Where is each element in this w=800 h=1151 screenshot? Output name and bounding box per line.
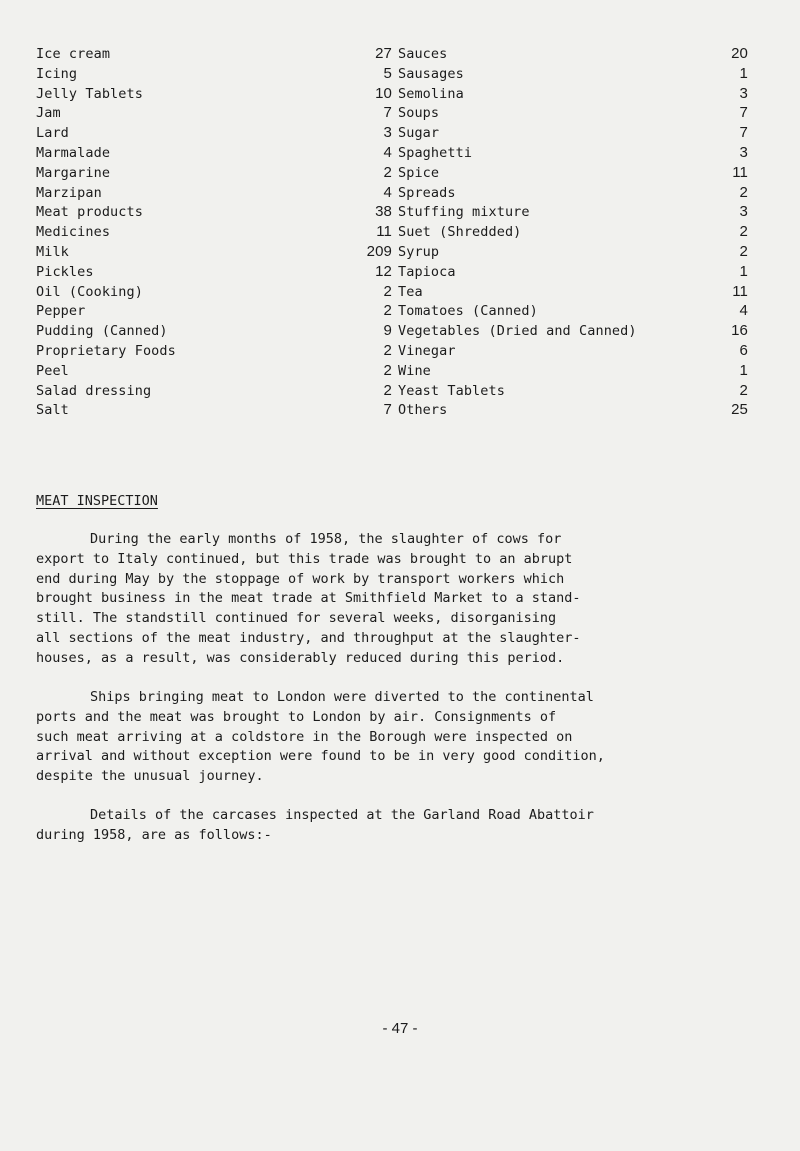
list-item [398,381,748,401]
item-name: Suet (Shredded) [398,224,522,241]
item-count: 1 [739,262,748,280]
list-item [398,242,748,262]
item-count: 11 [732,282,748,300]
paragraph-line: During the early months of 1958, the slaughter of cows for [90,531,562,547]
paragraph-2 [36,688,764,787]
list-item [36,103,392,123]
item-count: 1 [739,64,748,82]
item-name: Peel [36,362,69,379]
item-count: 209 [366,242,392,260]
list-item [398,123,748,143]
list-item [36,222,392,242]
list-item [36,282,392,302]
item-name: Pickles [36,263,94,280]
item-name: Oil (Cooking) [36,283,143,300]
list-item [398,400,748,420]
item-count: 2 [739,183,748,201]
list-item [36,143,392,163]
item-count: 5 [383,64,392,82]
paragraph-line: arrival and without exception were found to be in very good condition, [36,748,605,765]
item-count: 7 [383,401,392,419]
item-name: Meat products [36,204,143,221]
item-name: Vinegar [398,342,456,359]
list-item [36,400,392,420]
item-name: Medicines [36,224,111,241]
paragraph-line: despite the unusual journey. [36,768,264,785]
item-name: Semolina [398,85,464,102]
item-count: 2 [383,302,392,320]
item-count: 7 [739,124,748,142]
items-column-left [36,44,392,420]
item-name: Stuffing mixture [398,204,530,221]
paragraph-line: ports and the meat was brought to London by air. Consignments of [36,708,557,725]
item-name: Jelly Tablets [36,85,143,102]
item-count: 6 [739,341,748,359]
list-item [398,84,748,104]
list-item [36,44,392,64]
item-name: Spice [398,164,440,181]
list-item [398,64,748,84]
item-name: Milk [36,243,69,260]
list-item [398,163,748,183]
list-item [36,84,392,104]
list-item [398,282,748,302]
item-name: Proprietary Foods [36,342,176,359]
item-count: 25 [731,401,748,419]
page-number: - 47 - [382,1020,418,1037]
list-item [36,321,392,341]
list-item [36,341,392,361]
item-name: Sausages [398,65,464,82]
paragraph-line: still. The standstill continued for several weeks, disorganising [36,610,557,627]
list-item [36,361,392,381]
item-count: 4 [383,143,392,161]
item-count: 2 [383,381,392,399]
section-heading: MEAT INSPECTION [36,493,158,509]
item-name: Vegetables (Dried and Canned) [398,323,637,340]
item-count: 7 [739,104,748,122]
items-column-right [398,44,748,420]
item-count: 10 [375,84,392,102]
item-count: 16 [731,322,748,340]
item-count: 2 [739,223,748,241]
item-name: Margarine [36,164,111,181]
list-item [36,301,392,321]
paragraph-line: during 1958, are as follows:- [36,826,272,843]
item-name: Spreads [398,184,456,201]
list-item [36,262,392,282]
item-count: 9 [383,322,392,340]
item-count: 20 [731,45,748,62]
item-name: Syrup [398,243,440,260]
item-count: 12 [375,262,392,280]
item-name: Tea [398,283,423,300]
list-item [398,321,748,341]
paragraph-3 [36,806,764,846]
list-item [36,183,392,203]
item-name: Pudding (Canned) [36,323,168,340]
list-item [36,123,392,143]
item-count: 4 [739,302,748,320]
item-count: 7 [383,104,392,122]
item-name: Tomatoes (Canned) [398,303,538,320]
list-item [36,381,392,401]
list-item [398,301,748,321]
list-item [36,64,392,84]
paragraph-line: Details of the carcases inspected at the Garland Road Abattoir [90,807,594,823]
list-item [36,242,392,262]
paragraph-1 [36,530,764,669]
item-name: Sugar [398,125,440,142]
item-count: 3 [739,143,748,161]
item-name: Icing [36,65,78,82]
item-count: 38 [375,203,392,221]
item-count: 2 [383,163,392,181]
list-item [398,143,748,163]
paragraph-line: brought business in the meat trade at Smithfield Market to a stand- [36,590,581,607]
paragraph-line: export to Italy continued, but this trade was brought to an abrupt [36,550,573,567]
item-name: Ice cream [36,46,111,62]
item-name: Marzipan [36,184,102,201]
item-count: 2 [383,341,392,359]
list-item [36,163,392,183]
item-count: 3 [739,84,748,102]
paragraph-line: end during May by the stoppage of work by transport workers which [36,570,565,587]
item-name: Spaghetti [398,144,473,161]
item-name: Lard [36,125,69,142]
item-name: Salad dressing [36,382,152,399]
item-name: Wine [398,362,431,379]
item-name: Salt [36,402,69,419]
item-count: 1 [739,361,748,379]
item-count: 3 [383,124,392,142]
list-item [398,103,748,123]
paragraph-line: such meat arriving at a coldstore in the Borough were inspected on [36,728,573,745]
item-name: Jam [36,105,61,122]
list-item [398,202,748,222]
item-name: Tapioca [398,263,456,280]
item-count: 2 [383,361,392,379]
item-count: 4 [383,183,392,201]
paragraph-line: houses, as a result, was considerably reduced during this period. [36,649,565,666]
list-item [398,361,748,381]
list-item [398,44,748,64]
item-name: Sauces [398,46,448,62]
item-name: Others [398,402,448,419]
item-name: Soups [398,105,440,122]
list-item [398,262,748,282]
item-count: 2 [739,381,748,399]
paragraph-line: all sections of the meat industry, and throughput at the slaughter- [36,629,581,646]
item-name: Pepper [36,303,86,320]
item-count: 2 [739,242,748,260]
item-count: 11 [732,163,748,181]
list-item [398,222,748,242]
item-count: 27 [375,45,392,62]
item-count: 3 [739,203,748,221]
list-item [398,341,748,361]
item-name: Yeast Tablets [398,382,505,399]
paragraph-line: Ships bringing meat to London were diverted to the continental [90,689,594,705]
item-name: Marmalade [36,144,111,161]
item-count: 11 [376,223,392,241]
item-count: 2 [383,282,392,300]
list-item [36,202,392,222]
list-item [398,183,748,203]
